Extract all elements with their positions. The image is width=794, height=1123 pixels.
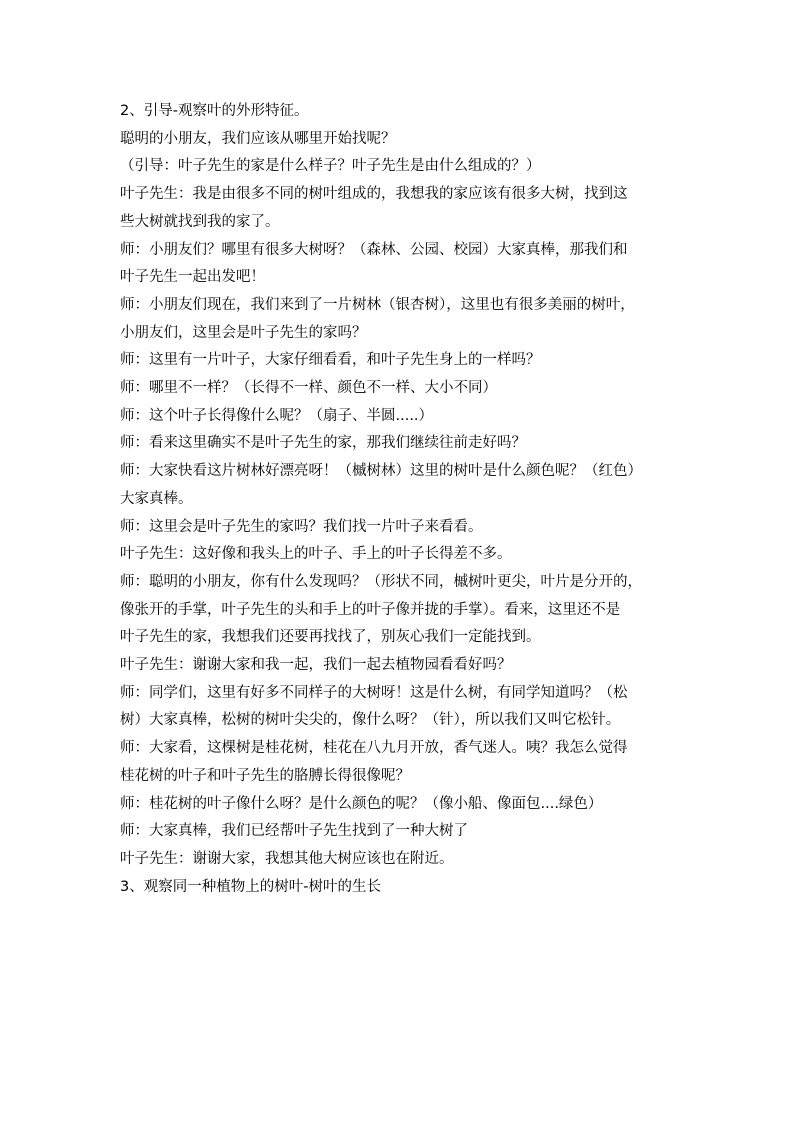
- paragraph-line: 树）大家真棒，松树的树叶尖尖的，像什么呀？（针），所以我们又叫它松针。: [120, 712, 621, 729]
- paragraph-line: 师：这个叶子长得像什么呢？（扇子、半圆.....）: [120, 407, 434, 424]
- paragraph-line: 聪明的小朋友，我们应该从哪里开始找呢？: [120, 130, 396, 147]
- paragraph-line: 些大树就找到我的家了。: [120, 213, 280, 230]
- paragraph-line: 师：看来这里确实不是叶子先生的家，那我们继续往前走好吗？: [120, 435, 526, 452]
- paragraph-line: 叶子先生：我是由很多不同的树叶组成的，我想我的家应该有很多大树，找到这: [120, 186, 628, 203]
- paragraph-line: 师：哪里不一样？（长得不一样、颜色不一样、大小不同）: [120, 380, 497, 397]
- document-page: [120, 98, 680, 901]
- paragraph-line: 师：小朋友们？哪里有很多大树呀？（森林、公园、校园）大家真棒，那我们和: [120, 241, 628, 258]
- paragraph-line: 大家真棒。: [120, 490, 193, 507]
- paragraph-line: 桂花树的叶子和叶子先生的胳膊长得很像呢？: [120, 767, 410, 784]
- paragraph-line: 师：这里有一片叶子，大家仔细看看，和叶子先生身上的一样吗？: [120, 352, 541, 369]
- paragraph-line: 叶子先生：谢谢大家和我一起，我们一起去植物园看看好吗？: [120, 657, 512, 674]
- paragraph-line: 师：这里会是叶子先生的家吗？我们找一片叶子来看看。: [120, 518, 483, 535]
- paragraph-line: 叶子先生的家，我想我们还要再找找了，别灰心我们一定能找到。: [120, 629, 541, 646]
- paragraph-line: 小朋友们，这里会是叶子先生的家吗？: [120, 324, 367, 341]
- paragraph-line: 像张开的手掌，叶子先生的头和手上的叶子像并拢的手掌）。看来，这里还不是: [120, 601, 621, 618]
- paragraph-line: 师：桂花树的叶子像什么呀？是什么颜色的呢？（像小船、像面包....绿色）: [120, 795, 603, 812]
- paragraph-line: 叶子先生：这好像和我头上的叶子、手上的叶子长得差不多。: [120, 546, 512, 563]
- paragraph-line: （引导：叶子先生的家是什么样子？叶子先生是由什么组成的？）: [120, 158, 541, 175]
- section-heading-3: 3、观察同一种植物上的树叶-树叶的生长: [120, 878, 381, 895]
- section-heading-2: 2、引导-观察叶的外形特征。: [120, 103, 309, 119]
- paragraph-line: 师：小朋友们现在，我们来到了一片树林（银杏树），这里也有很多美丽的树叶，: [120, 296, 635, 313]
- paragraph-line: 师：大家快看这片树林好漂亮呀！（槭树林）这里的树叶是什么颜色呢？（红色）: [120, 463, 642, 480]
- paragraph-line: 师：大家真棒，我们已经帮叶子先生找到了一种大树了: [120, 823, 468, 840]
- paragraph-line: 叶子先生：谢谢大家，我想其他大树应该也在附近。: [120, 850, 454, 867]
- paragraph-line: 叶子先生一起出发吧！: [120, 269, 265, 286]
- paragraph-line: 师：聪明的小朋友，你有什么发现吗？（形状不同，槭树叶更尖，叶片是分开的，: [120, 573, 642, 590]
- paragraph-line: 师：大家看，这棵树是桂花树，桂花在八九月开放，香气迷人。咦？我怎么觉得: [120, 740, 628, 757]
- paragraph-line: 师：同学们，这里有好多不同样子的大树呀！这是什么树，有同学知道吗？（松: [120, 684, 628, 701]
